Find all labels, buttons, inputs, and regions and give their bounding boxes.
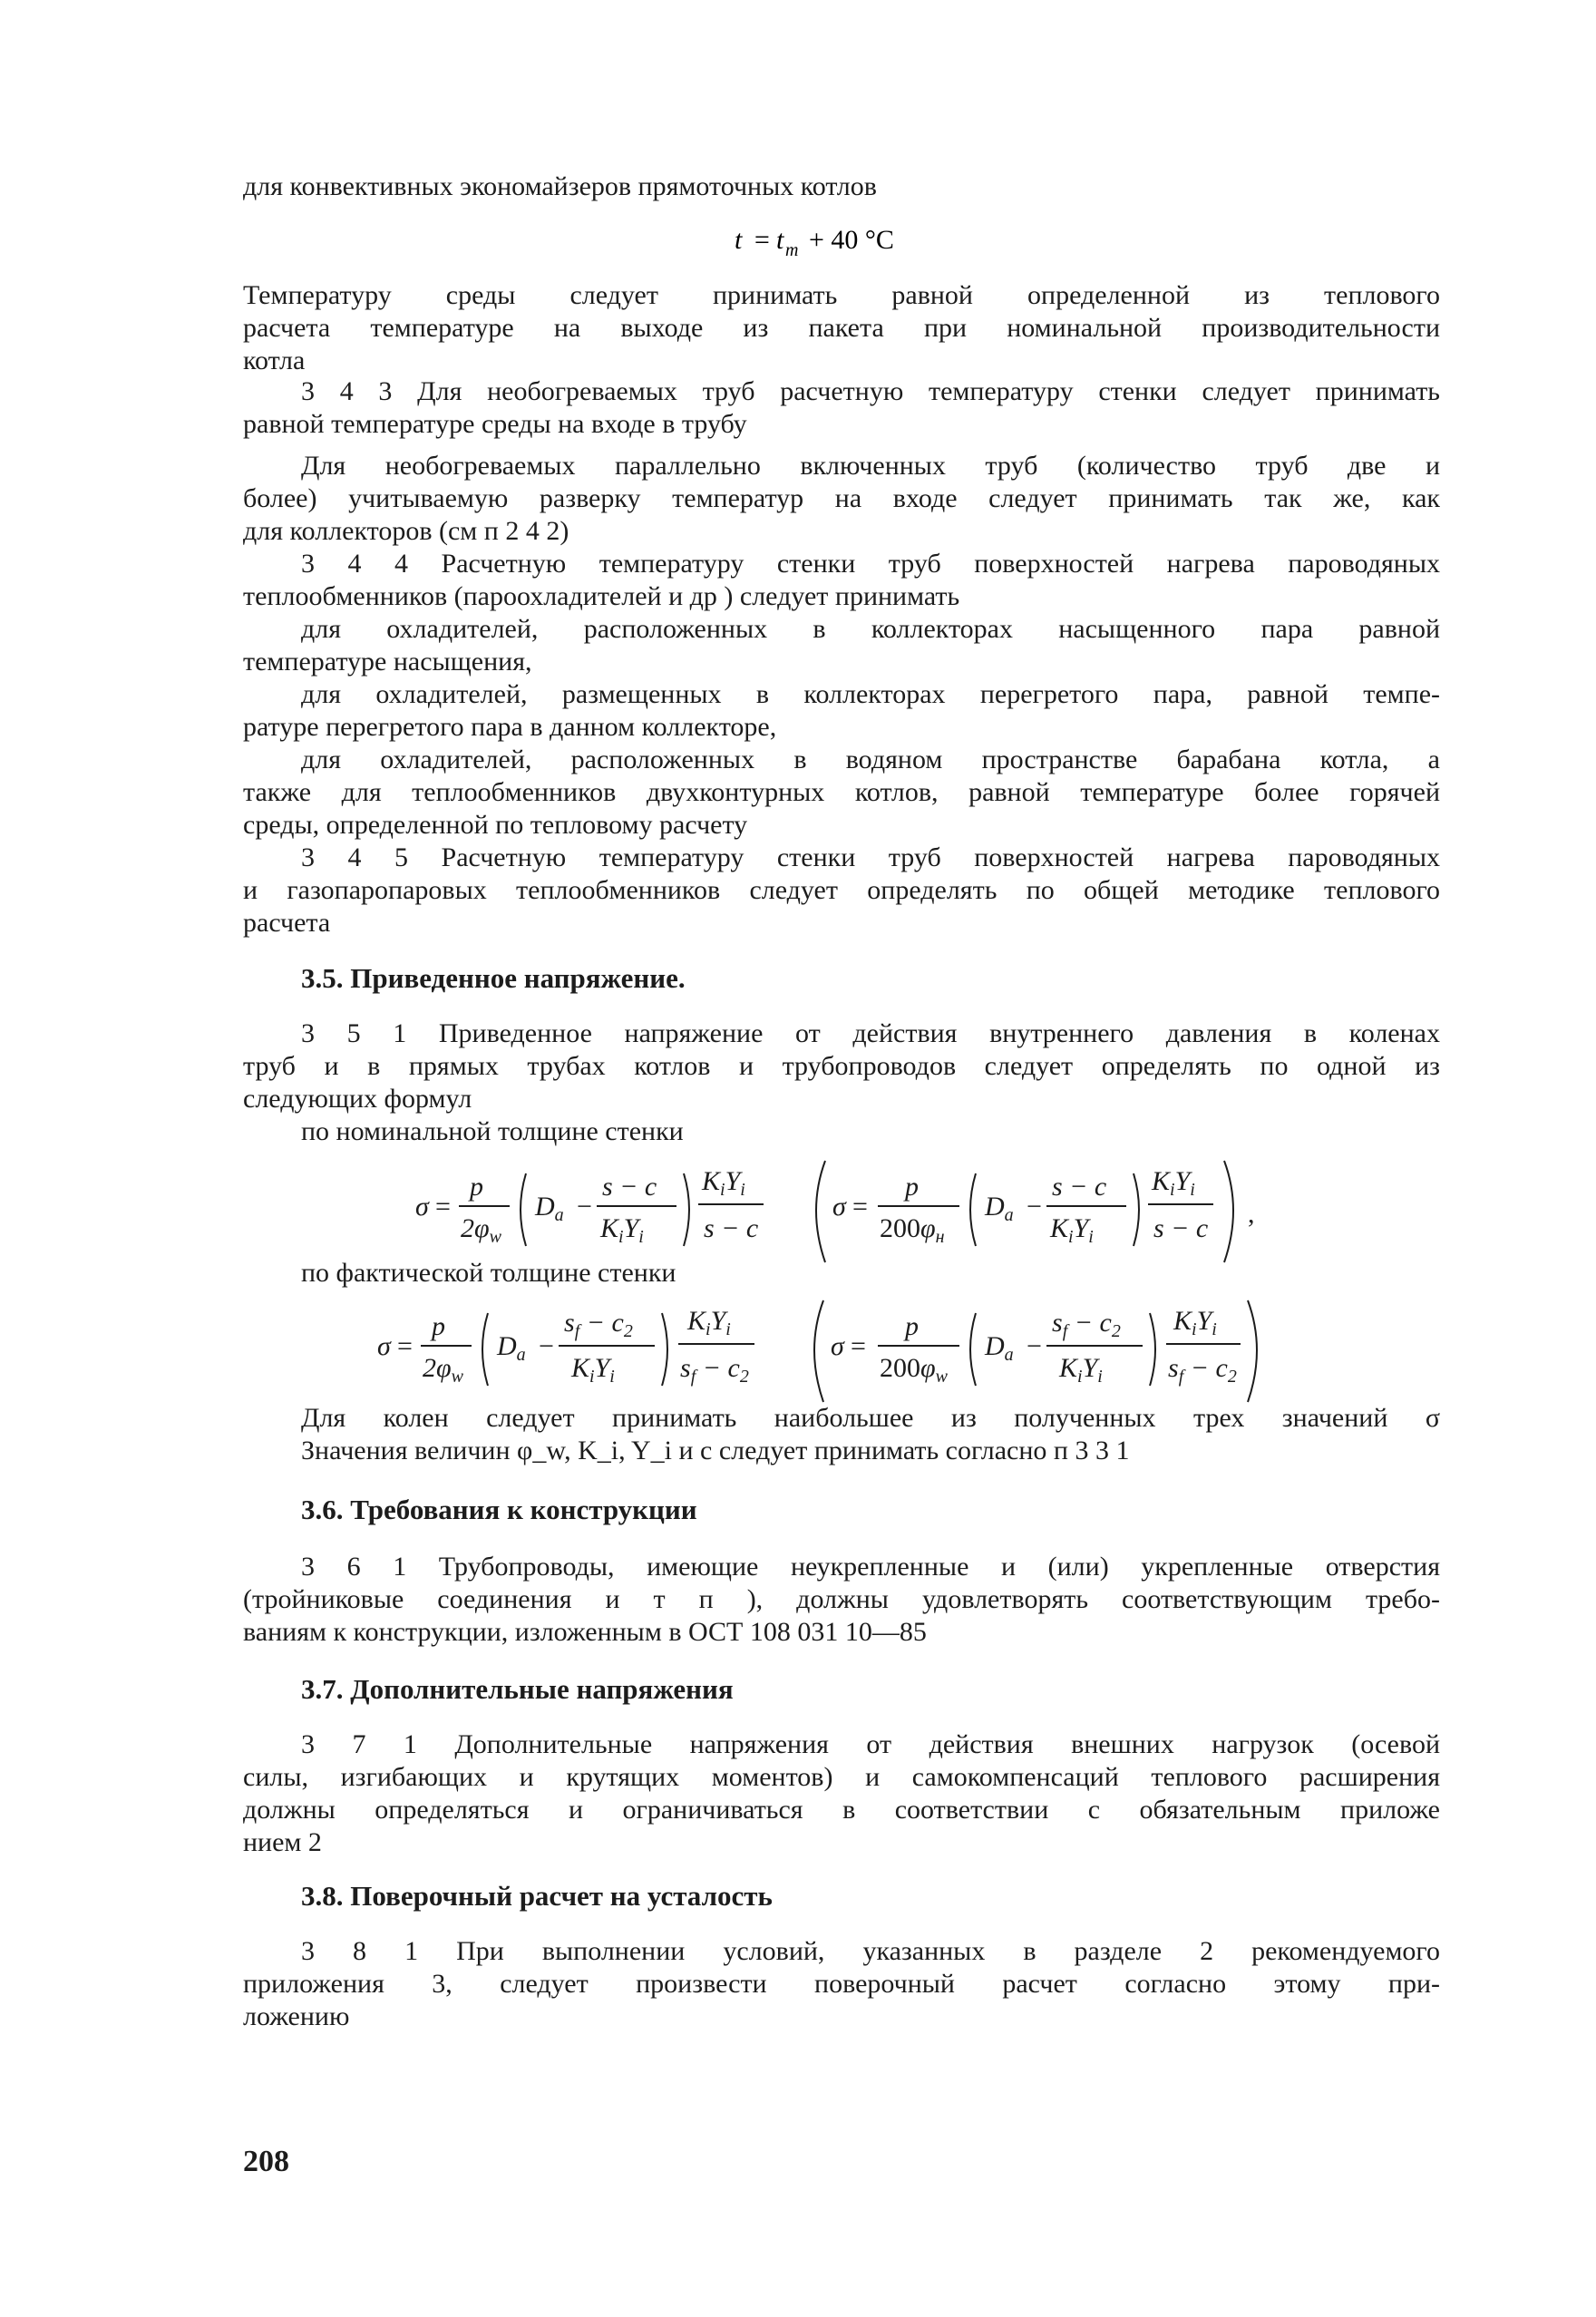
paren-left [970, 1173, 976, 1246]
KY-num: $K_iY_i$ [687, 1306, 731, 1339]
text-line: для конвективных экономайзеров прямоточных котлов [243, 171, 877, 201]
denominator-2phi: $2\varphi_w$ [461, 1213, 501, 1247]
formula-t [735, 219, 952, 268]
section-heading-3-6: 3.6. Требования к конструкции [301, 1494, 697, 1525]
comma: , [1248, 1199, 1255, 1229]
formula-nominal-svg [408, 1150, 1315, 1268]
sf-minus-c2-den: $s_f - c_2$ [680, 1353, 749, 1387]
s-minus-c: s − c [602, 1172, 657, 1202]
numerator-p: p [432, 1311, 445, 1341]
sigma-symbol: σ [832, 1192, 846, 1222]
minus: − [577, 1192, 592, 1222]
text-line: труб и в прямых трубах котлов и трубопроводов следует определять по одной из [243, 1051, 1440, 1081]
numerator-p: p [905, 1311, 919, 1341]
text-line: Температуру среды следует принимать равной определенной из теплового [243, 280, 1440, 310]
text-line: силы, изгибающих и крутящих моментов) и самокомпенсаций теплового расширения [243, 1762, 1440, 1792]
text-line: 3 4 5 Расчетную температуру стенки труб поверхностей нагрева пароводяных [301, 842, 1440, 872]
numerator-p: p [470, 1172, 483, 1202]
text-line: более) учитываемую разверку температур на входе следует принимать так же, как [243, 483, 1440, 513]
text-line: ратуре перегретого пара в данном коллекторе, [243, 712, 777, 742]
text-line: температуре насыщения, [243, 647, 532, 677]
sf-minus-c2: $s_f - c_2$ [564, 1308, 633, 1341]
text-line: для коллекторов (см п 2 4 2) [243, 516, 569, 546]
big-paren-left [814, 1300, 823, 1402]
page-number: 208 [243, 2145, 289, 2178]
formula-actual [370, 1290, 1277, 1415]
eq-symbol: = [397, 1331, 413, 1361]
Da: $D_a$ [985, 1192, 1014, 1225]
KY-den: $K_iY_i$ [600, 1213, 644, 1247]
big-paren-left [816, 1161, 825, 1262]
s-minus-c-den: s − c [1153, 1213, 1209, 1243]
text-line: 3 5 1 Приведенное напряжение от действия внутреннего давления в коленах [301, 1018, 1440, 1048]
section-heading-3-8: 3.8. Поверочный расчет на усталость [301, 1880, 773, 1912]
big-paren-right [1224, 1161, 1233, 1262]
paren-left [482, 1313, 488, 1386]
KY-den: $K_iY_i$ [1050, 1213, 1094, 1247]
tm-var: t [776, 225, 784, 255]
denominator-200phi: $200\varphi_w$ [880, 1353, 948, 1387]
plus-40: + 40 °C [809, 225, 894, 255]
formula-t-svg [735, 219, 952, 259]
text-line: по фактической толщине стенки [301, 1258, 676, 1288]
sigma-symbol: σ [831, 1331, 844, 1361]
KY-num: $K_iY_i$ [1173, 1306, 1217, 1339]
text-line: приложения 3, следует произвести поверочный расчет согласно этому при- [243, 1969, 1440, 1999]
paren-right [1134, 1173, 1139, 1246]
paren-right [684, 1173, 689, 1246]
s-minus-c: s − c [1052, 1172, 1107, 1202]
tm-sub: m [785, 240, 799, 259]
paren-left [970, 1313, 976, 1386]
eq-sign: = [753, 225, 772, 255]
text-line: ваниям к конструкции, изложенным в ОСТ 108 031 10—85 [243, 1617, 927, 1647]
text-line: для охладителей, размещенных в коллекторах перегретого пара, равной темпе- [301, 679, 1440, 709]
minus: − [539, 1331, 554, 1361]
text-line: Для колен следует принимать наибольшее из полученных трех значений σ [301, 1403, 1440, 1433]
Da: $D_a$ [535, 1192, 564, 1225]
text-line: также для теплообменников двухконтурных котлов, равной температуре более горячей [243, 777, 1440, 807]
text-line: (тройниковые соединения и т п ), должны удовлетворять соответствующим требо- [243, 1584, 1440, 1614]
denominator-200phi: $200\varphi_н$ [880, 1213, 945, 1247]
text-line: 3 4 3 Для необогреваемых труб расчетную температуру стенки следует принимать [301, 376, 1440, 406]
sigma-symbol: σ [415, 1192, 429, 1222]
text-line: расчета [243, 908, 331, 938]
s-minus-c-den: s − c [704, 1213, 759, 1243]
text-line: по номинальной толщине стенки [301, 1116, 684, 1146]
Da: $D_a$ [985, 1331, 1014, 1365]
paren-left [521, 1173, 526, 1246]
text-line: должны определяться и ограничиваться в соответствии с обязательным приложе [243, 1795, 1440, 1825]
big-paren-right [1248, 1300, 1257, 1402]
sf-minus-c2: $s_f - c_2$ [1052, 1308, 1121, 1341]
text-line: и газопаропаровых теплообменников следует определять по общей методике теплового [243, 875, 1440, 905]
paren-right [1150, 1313, 1155, 1386]
sigma-symbol: σ [377, 1331, 391, 1361]
text-line: нием 2 [243, 1827, 322, 1857]
KY-num: $K_iY_i$ [1152, 1166, 1195, 1200]
text-line: Для необогреваемых параллельно включенных труб (количество труб две и [301, 451, 1440, 481]
formula-actual-svg [370, 1290, 1277, 1407]
Da: $D_a$ [497, 1331, 526, 1365]
numerator-p: p [905, 1172, 919, 1202]
text-line: Значения величин φ_w, K_i, Y_i и c следует принимать согласно п 3 3 1 [301, 1436, 1130, 1465]
eq-symbol: = [851, 1331, 866, 1361]
sf-minus-c2-den: $s_f - c_2$ [1168, 1353, 1237, 1387]
KY-den: $K_iY_i$ [1059, 1353, 1103, 1387]
section-heading-3-7: 3.7. Дополнительные напряжения [301, 1673, 734, 1705]
text-line: для охладителей, расположенных в водяном пространстве барабана котла, а [301, 745, 1440, 774]
paren-right [662, 1313, 667, 1386]
text-line: равной температуре среды на входе в трубу [243, 409, 747, 439]
text-line: котла [243, 346, 306, 375]
text-line: следующих формул [243, 1084, 472, 1114]
KY-num: $K_iY_i$ [702, 1166, 745, 1200]
t-var: t [735, 225, 743, 255]
KY-den: $K_iY_i$ [571, 1353, 615, 1387]
denominator-2phi: $2\varphi_w$ [423, 1353, 463, 1387]
text-line: ложению [243, 2001, 350, 2031]
section-heading-3-5: 3.5. Приведенное напряжение. [301, 962, 686, 994]
text-line: теплообменников (пароохладителей и др ) следует принимать [243, 581, 960, 611]
eq-symbol: = [435, 1192, 451, 1222]
eq-symbol: = [852, 1192, 868, 1222]
text-line: 3 7 1 Дополнительные напряжения от действия внешних нагрузок (осевой [301, 1729, 1440, 1759]
minus: − [1027, 1331, 1042, 1361]
minus: − [1027, 1192, 1042, 1222]
text-line: расчета температуре на выходе из пакета при номинальной производительности [243, 313, 1440, 343]
text-line: среды, определенной по тепловому расчету [243, 810, 748, 840]
text-line: для охладителей, расположенных в коллекторах насыщенного пара равной [301, 614, 1440, 644]
text-line: 3 8 1 При выполнении условий, указанных в разделе 2 рекомендуемого [301, 1936, 1440, 1966]
text-line: 3 6 1 Трубопроводы, имеющие неукрепленные и (или) укрепленные отверстия [301, 1552, 1440, 1582]
text-line: 3 4 4 Расчетную температуру стенки труб поверхностей нагрева пароводяных [301, 549, 1440, 579]
